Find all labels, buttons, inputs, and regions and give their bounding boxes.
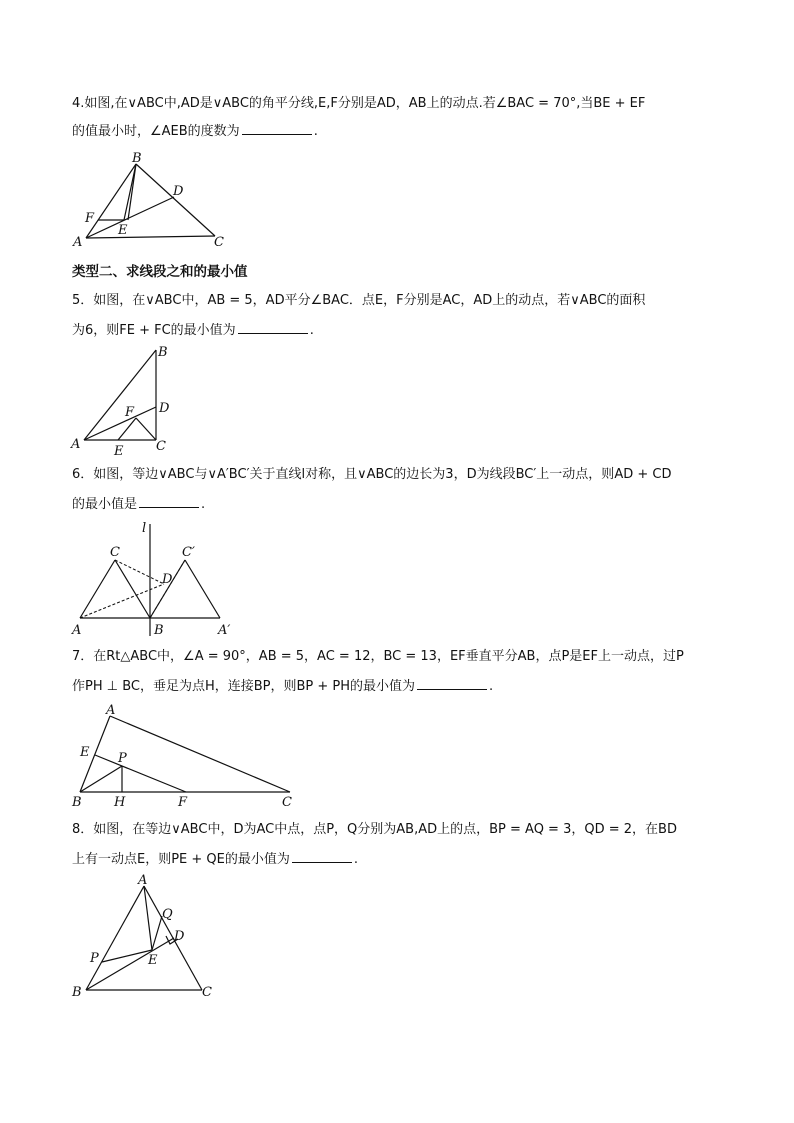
label-P: P [90, 951, 99, 966]
problem-5-line-1: 5．如图，在∨ABC中，AB = 5，AD平分∠BAC．点E，F分别是AC，AD上的动点，若∨ABC的面积 [72, 293, 646, 308]
answer-blank[interactable] [242, 122, 312, 135]
label-C: C [202, 985, 212, 1000]
label-B: B [158, 345, 168, 360]
answer-blank[interactable] [139, 495, 199, 508]
label-B: B [132, 151, 142, 166]
figure-problem-8 [70, 874, 230, 1004]
label-B: B [72, 795, 82, 810]
label-C: C [282, 795, 292, 810]
problem-4-line-2: 的值最小时，∠AEB的度数为 . [72, 124, 318, 139]
answer-blank[interactable] [238, 321, 308, 334]
figure-problem-5 [70, 344, 190, 459]
label-F: F [85, 211, 95, 226]
label-E: E [80, 745, 90, 760]
answer-blank[interactable] [292, 850, 352, 863]
label-A-prime: A′ [218, 623, 231, 638]
label-A: A [72, 623, 82, 638]
label-Q: Q [162, 907, 173, 922]
label-E: E [118, 223, 128, 238]
problem-6-line-2: 的最小值是 . [72, 497, 206, 512]
problem-8-line-1: 8．如图，在等边∨ABC中，D为AC中点，点P，Q分别为AB,AD上的点，BP = AQ = 3，QD = 2，在BD [72, 822, 677, 837]
problem-4-line-1: 4.如图,在∨ABC中,AD是∨ABC的角平分线,E,F分别是AD，AB上的动点.若∠BAC = 70°,当BE + EF [72, 96, 646, 111]
label-P: P [118, 751, 127, 766]
label-B: B [72, 985, 82, 1000]
label-A: A [73, 235, 83, 250]
label-C-prime: C′ [182, 545, 195, 560]
label-D: D [162, 572, 173, 587]
label-D: D [173, 184, 184, 199]
figure-problem-7 [70, 700, 310, 812]
label-B: B [154, 623, 164, 638]
figure-problem-4 [70, 150, 240, 250]
section-heading: 类型二、求线段之和的最小值 [72, 264, 248, 280]
problem-5-line-2: 为6，则FE + FC的最小值为 . [72, 323, 314, 338]
label-E: E [114, 444, 124, 459]
label-A: A [138, 874, 148, 888]
label-A: A [106, 703, 116, 718]
label-F: F [125, 405, 135, 420]
label-C: C [214, 235, 224, 250]
problem-7-line-2: 作PH ⊥ BC，垂足为点H，连接BP，则BP + PH的最小值为 . [72, 679, 494, 694]
answer-blank[interactable] [417, 677, 487, 690]
label-D: D [159, 401, 170, 416]
problem-7-line-1: 7．在Rt△ABC中，∠A = 90°，AB = 5，AC = 12，BC = 13，EF垂直平分AB，点P是EF上一动点，过P [72, 649, 684, 664]
label-D: D [174, 929, 185, 944]
figure-problem-6 [70, 518, 250, 640]
label-E: E [148, 953, 158, 968]
problem-6-line-1: 6．如图，等边∨ABC与∨A′BC′关于直线l对称，且∨ABC的边长为3，D为线段BC′上一动点，则AD + CD [72, 467, 672, 482]
label-C: C [110, 545, 120, 560]
label-l: l [142, 521, 147, 536]
label-A: A [71, 437, 81, 452]
label-F: F [178, 795, 188, 810]
label-C: C [156, 439, 166, 454]
label-H: H [114, 795, 126, 810]
problem-8-line-2: 上有一动点E，则PE + QE的最小值为 . [72, 852, 359, 867]
